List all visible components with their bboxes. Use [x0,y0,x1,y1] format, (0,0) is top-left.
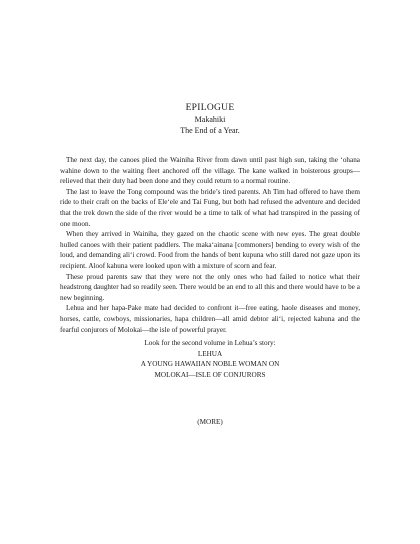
promo-line: A YOUNG HAWAIIAN NOBLE WOMAN ON [140,360,280,369]
sequel-promo [0,338,420,380]
paragraph: When they arrived in Wainiha, they gazed on the chaotic scene with new eyes. The great double hulled canoes with their patient paddlers. The maka‘ainana [commoners] bending to every wish of the loud, and demanding ali‘i crowd. Food from the hands of bent kupuna who still dared not gaze upon its recipient. Aloof kahuna were looked upon with a mixture of scorn and fear. [60,230,360,270]
promo-book-title: LEHUA [197,349,223,358]
chapter-title: EPILOGUE [185,103,235,113]
paragraph: These proud parents saw that they were not the only ones who had failed to notice what their headstrong daughter had so readily seen. There would be an end to all this and there would have to be a new beginning. [60,272,360,302]
promo-line: MOLOKAI—ISLE OF CONJURORS [154,370,266,379]
body-text [60,155,360,335]
more-marker: (MORE) [197,418,223,426]
chapter-subtitle: Makahiki [194,115,226,124]
paragraph: The next day, the canoes plied the Wainiha River from dawn until past high sun, taking the ‘ohana wahine down to the waiting fleet anchored off the village. The kane walked in boisterous groups—relieved that their duty had been done and they could return to a normal routine. [60,156,360,186]
paragraph: The last to leave the Tong compound was the bride’s tired parents. Ah Tim had offered to have them ride to their craft on the backs of Ele‘ele and Tai Fung, but both had refused the adventure and decided that the trek down the side of the river would be a time to talk of what had transpired in the passing of one moon. [60,187,360,228]
promo-line: Look for the second volume in Lehua’s story: [144,339,276,347]
paragraph: Lehua and her hapa-Pake mate had decided to confront it—free eating, haole diseases and money, horses, cattle, cowboys, missionaries, hapa children—all amid debtor ali‘i, rejected kahuna and the fearful conjurors of Molokai—the isle of powerful prayer. [60,304,360,334]
chapter-subtitle-2: The End of a Year. [180,126,240,135]
chapter-heading [0,103,420,136]
